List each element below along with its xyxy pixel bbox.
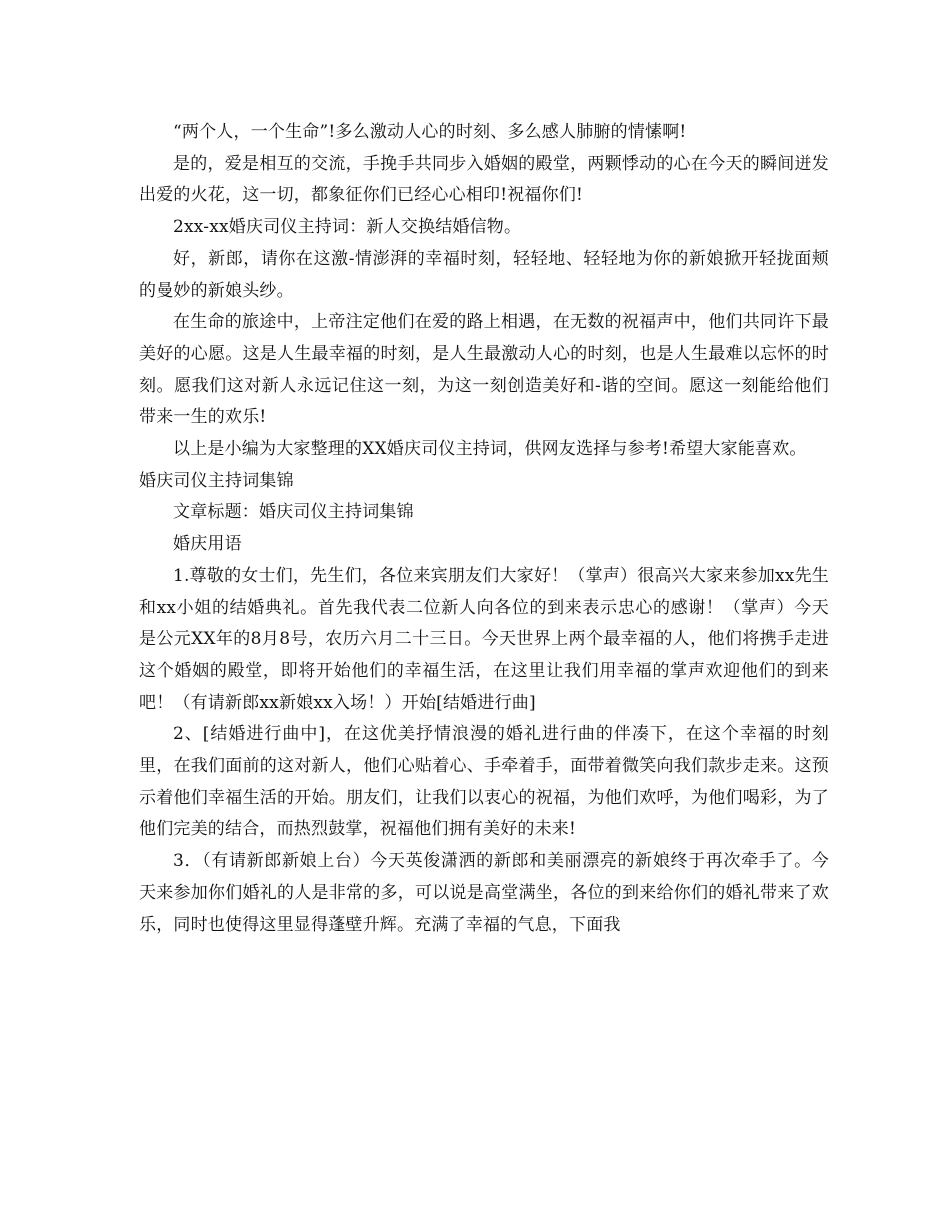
paragraph: 是的，爱是相互的交流，手挽手共同步入婚姻的殿堂，两颗悸动的心在今天的瞬间迸发出爱的火花，这一切，都象征你们已经心心相印!祝福你们! [139, 153, 829, 206]
paragraph: 1.尊敬的女士们，先生们，各位来宾朋友们大家好！（掌声）很高兴大家来参加xx先生和xx小姐的结婚典礼。首先我代表二位新人向各位的到来表示忠心的感谢！（掌声）今天是公元XX年的8月8号，农历六月二十三日。今天世界上两个最幸福的人，他们将携手走进这个婚姻的殿堂，即将开始他们的幸福生活，在这里让我们用幸福的掌声欢迎他们的到来吧！（有请新郎xx新娘xx入场！）开始[结婚进行曲] [139, 565, 829, 713]
paragraph: “两个人，一个生命”!多么激动人心的时刻、多么感人肺腑的情愫啊! [173, 122, 687, 142]
paragraph: 以上是小编为大家整理的XX婚庆司仪主持词，供网友选择与参考!希望大家能喜欢。 [173, 439, 807, 460]
paragraph: 在生命的旅途中，上帝注定他们在爱的路上相遇，在无数的祝福声中，他们共同许下最美好的心愿。这是人生最幸福的时刻，是人生最激动人心的时刻，也是人生最难以忘怀的时刻。愿我们这对新人永远记住这一刻，为这一刻创造美好和-谐的空间。愿这一刻能给他们带来一生的欢乐! [139, 312, 829, 428]
subheading: 婚庆用语 [173, 534, 242, 555]
document-body [139, 117, 829, 941]
paragraph: 2xx-xx婚庆司仪主持词：新人交换结婚信物。 [173, 217, 522, 238]
section-heading: 婚庆司仪主持词集锦 [139, 470, 294, 491]
paragraph: 3．（有请新郎新娘上台）今天英俊潇洒的新郎和美丽漂亮的新娘终于再次牵手了。今天来参加你们婚礼的人是非常的多，可以说是高堂满坐，各位的到来给你们的婚礼带来了欢乐，同时也使得这里显得蓬壁升辉。充满了幸福的气息，下面我 [139, 851, 829, 935]
article-title-line: 文章标题：婚庆司仪主持词集锦 [173, 502, 414, 523]
paragraph: 2、[结婚进行曲中]，在这优美抒情浪漫的婚礼进行曲的伴凑下，在这个幸福的时刻里，在我们面前的这对新人，他们心贴着心、手牵着手，面带着微笑向我们款步走来。这预示着他们幸福生活的开始。朋友们，让我们以衷心的祝福，为他们欢呼，为他们喝彩，为了他们完美的结合，而热烈鼓掌，祝福他们拥有美好的未来! [139, 724, 829, 840]
paragraph: 好，新郎，请你在这激-情澎湃的幸福时刻，轻轻地、轻轻地为你的新娘掀开轻拢面颊的曼妙的新娘头纱。 [139, 248, 829, 301]
